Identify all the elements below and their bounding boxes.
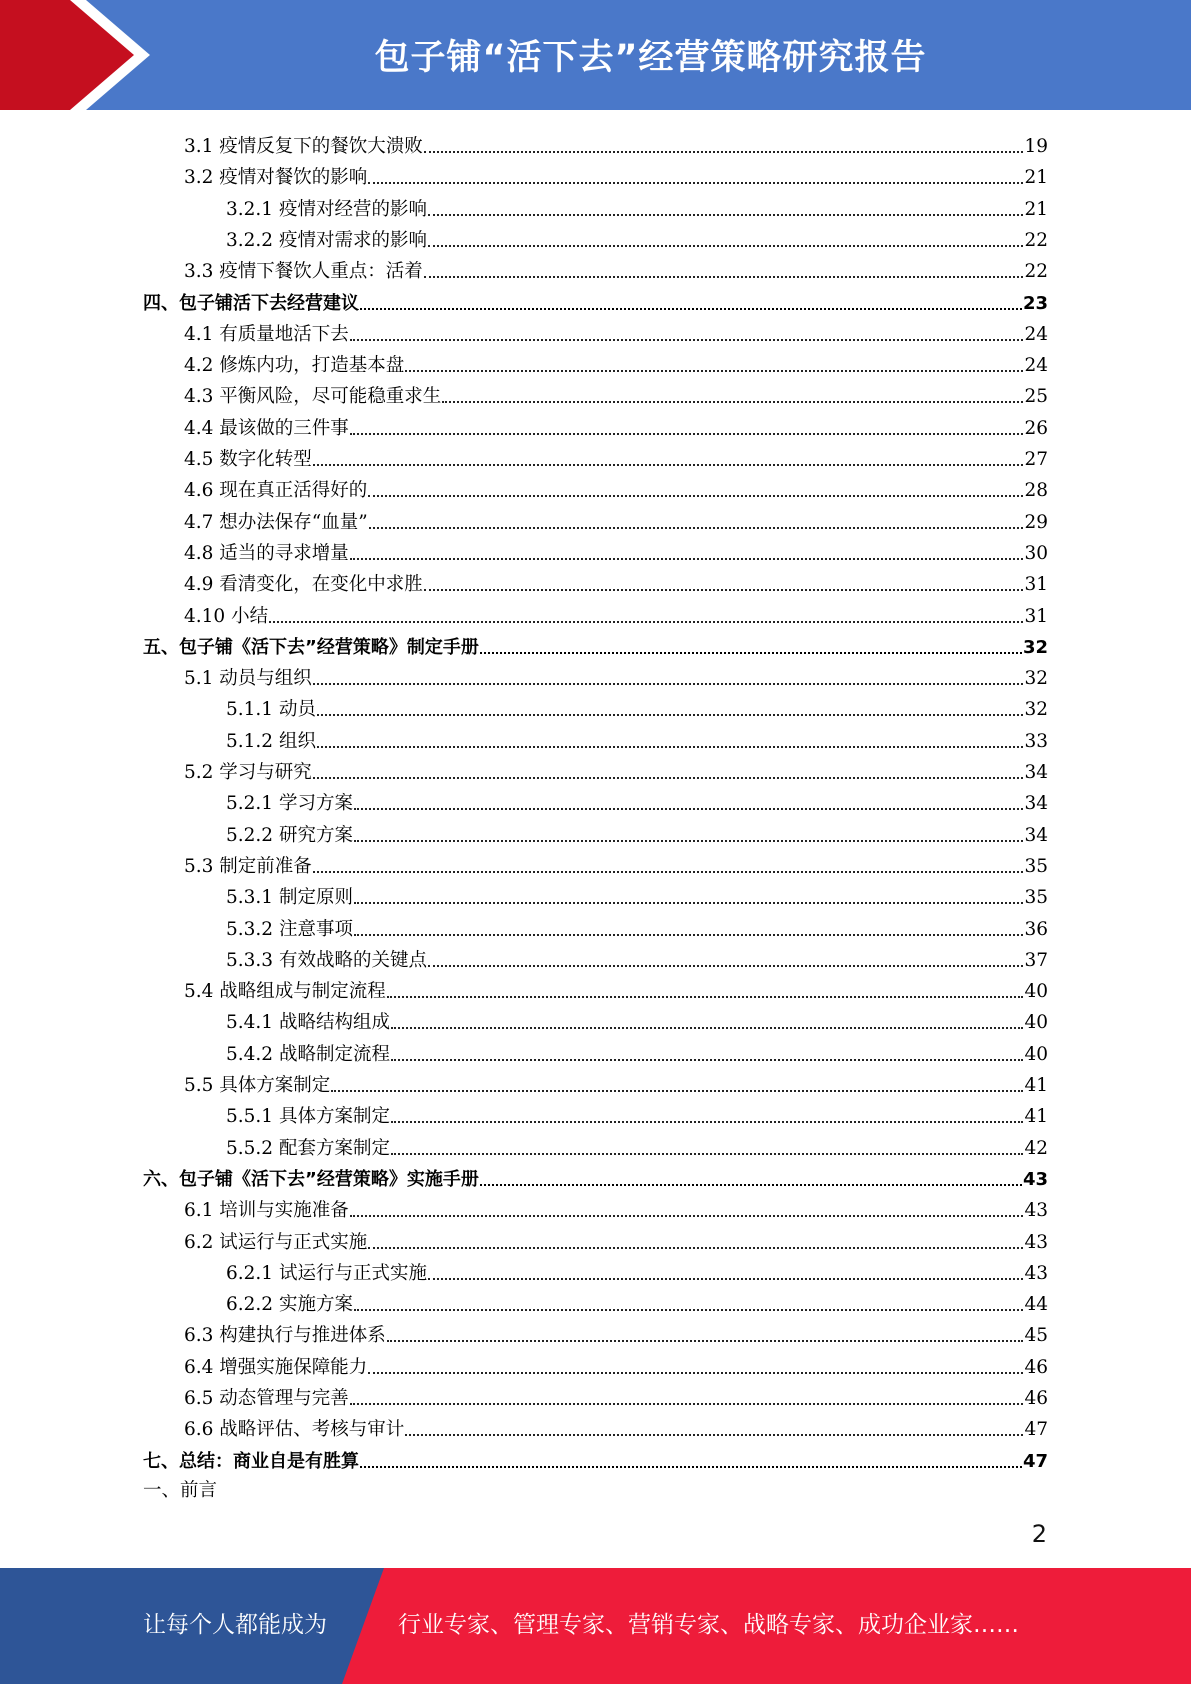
toc-entry[interactable]	[143, 1443, 1048, 1473]
toc-entry[interactable]	[226, 1255, 1048, 1285]
toc-entry[interactable]	[143, 285, 1048, 315]
toc-entry[interactable]	[226, 911, 1048, 941]
toc-leader-dots	[331, 1090, 1023, 1092]
toc-entry-title: 6.2.2 实施方案	[226, 1294, 353, 1316]
section-heading-preface: 一、前言	[143, 1480, 218, 1501]
toc-leader-dots	[424, 276, 1024, 278]
toc-entry[interactable]	[226, 942, 1048, 972]
toc-leader-dots	[391, 1121, 1023, 1123]
toc-leader-dots	[354, 934, 1024, 936]
toc-entry[interactable]	[143, 1161, 1048, 1191]
toc-leader-dots	[350, 1403, 1024, 1405]
toc-entry[interactable]	[184, 1380, 1048, 1410]
toc-entry-page: 31	[1024, 574, 1048, 596]
toc-entry-title: 4.4 最该做的三件事	[184, 417, 349, 439]
toc-entry-page: 32	[1024, 699, 1048, 721]
toc-entry-page: 40	[1024, 1043, 1048, 1065]
toc-entry-title: 3.1 疫情反复下的餐饮大溃败	[184, 136, 423, 157]
toc-leader-dots	[350, 433, 1024, 435]
toc-entry-page: 22	[1024, 229, 1048, 251]
toc-entry-title: 4.7 想办法保存“血量”	[184, 511, 368, 533]
toc-leader-dots	[368, 1372, 1023, 1374]
toc-leader-dots	[354, 808, 1024, 810]
toc-entry[interactable]	[226, 1286, 1048, 1316]
toc-entry-title: 3.2.2 疫情对需求的影响	[226, 229, 427, 251]
toc-entry[interactable]	[184, 754, 1048, 784]
toc-leader-dots	[313, 777, 1024, 779]
toc-entry-page: 35	[1024, 855, 1048, 877]
toc-entry-page: 24	[1024, 323, 1048, 345]
toc-leader-dots	[313, 871, 1024, 873]
toc-entry[interactable]	[184, 128, 1048, 158]
toc-entry[interactable]	[226, 1098, 1048, 1128]
toc-leader-dots	[313, 683, 1024, 685]
toc-entry-title: 5.2.2 研究方案	[226, 824, 353, 846]
toc-entry[interactable]	[184, 378, 1048, 408]
toc-leader-dots	[480, 1184, 1022, 1186]
toc-leader-dots	[369, 527, 1024, 529]
toc-entry-page: 21	[1024, 198, 1048, 220]
toc-entry[interactable]	[143, 629, 1048, 659]
toc-entry-page: 19	[1024, 136, 1048, 157]
toc-entry-title: 4.2 修炼内功，打造基本盘	[184, 355, 405, 377]
toc-entry[interactable]	[184, 1224, 1048, 1254]
toc-entry[interactable]	[184, 598, 1048, 628]
toc-leader-dots	[387, 996, 1024, 998]
toc-leader-dots	[317, 746, 1024, 748]
toc-entry-title: 5.3.2 注意事项	[226, 918, 353, 940]
toc-leader-dots	[428, 1278, 1023, 1280]
toc-leader-dots	[442, 401, 1023, 403]
toc-leader-dots	[269, 621, 1023, 623]
toc-entry[interactable]	[184, 253, 1048, 283]
toc-entry-title: 五、包子铺《活下去”经营策略》制定手册	[143, 636, 479, 658]
toc-entry-title: 七、总结：商业自是有胜算	[143, 1450, 359, 1472]
toc-entry-page: 23	[1022, 292, 1048, 314]
toc-leader-dots	[354, 1309, 1024, 1311]
toc-entry-title: 6.2 试运行与正式实施	[184, 1231, 368, 1253]
toc-entry[interactable]	[226, 723, 1048, 753]
toc-leader-dots	[387, 1340, 1024, 1342]
toc-entry[interactable]	[184, 848, 1048, 878]
toc-entry-page: 47	[1024, 1419, 1048, 1441]
toc-entry-page: 21	[1024, 167, 1048, 189]
toc-leader-dots	[368, 182, 1023, 184]
toc-entry-page: 41	[1024, 1106, 1048, 1128]
toc-entry-page: 43	[1024, 1262, 1048, 1284]
toc-entry-page: 34	[1024, 762, 1048, 783]
toc-entry-title: 5.2.1 学习方案	[226, 793, 353, 815]
toc-leader-dots	[350, 339, 1024, 341]
toc-entry[interactable]	[226, 1004, 1048, 1034]
toc-entry-title: 六、包子铺《活下去”经营策略》实施手册	[143, 1168, 479, 1190]
page-footer	[0, 1568, 1191, 1684]
toc-entry[interactable]	[226, 1130, 1048, 1160]
toc-leader-dots	[368, 495, 1023, 497]
toc-entry[interactable]	[184, 1067, 1048, 1097]
toc-entry-title: 5.2 学习与研究	[184, 762, 312, 783]
toc-entry-title: 5.3.1 制定原则	[226, 887, 353, 909]
toc-entry-page: 44	[1024, 1294, 1048, 1316]
toc-entry-page: 29	[1024, 511, 1048, 533]
toc-entry-title: 3.2 疫情对餐饮的影响	[184, 167, 368, 189]
toc-entry[interactable]	[184, 1411, 1048, 1441]
toc-leader-dots	[424, 151, 1024, 153]
toc-leader-dots	[360, 1466, 1022, 1468]
toc-entry[interactable]	[184, 472, 1048, 502]
toc-leader-dots	[350, 558, 1024, 560]
toc-entry-page: 28	[1024, 480, 1048, 502]
toc-entry-title: 5.3.3 有效战略的关键点	[226, 949, 427, 971]
toc-entry[interactable]	[184, 1192, 1048, 1222]
toc-entry[interactable]	[184, 347, 1048, 377]
toc-entry-title: 4.5 数字化转型	[184, 449, 312, 470]
toc-entry[interactable]	[184, 441, 1048, 471]
toc-leader-dots	[428, 245, 1023, 247]
toc-leader-dots	[354, 902, 1024, 904]
toc-leader-dots	[405, 1434, 1023, 1436]
toc-entry-page: 43	[1024, 1231, 1048, 1253]
toc-entry-title: 5.1.2 组织	[226, 730, 316, 752]
toc-leader-dots	[428, 214, 1023, 216]
toc-entry-title: 5.4 战略组成与制定流程	[184, 981, 386, 1003]
toc-entry[interactable]	[226, 691, 1048, 721]
toc-entry-page: 33	[1024, 730, 1048, 752]
toc-entry-title: 6.3 构建执行与推进体系	[184, 1325, 386, 1347]
toc-leader-dots	[405, 370, 1023, 372]
page-header	[0, 0, 1191, 110]
toc-entry-page: 40	[1024, 981, 1048, 1003]
toc-entry[interactable]	[184, 535, 1048, 565]
toc-entry[interactable]	[226, 191, 1048, 221]
toc-entry[interactable]	[184, 504, 1048, 534]
toc-entry-title: 3.2.1 疫情对经营的影响	[226, 198, 427, 220]
toc-entry-page: 30	[1024, 542, 1048, 564]
toc-entry-title: 5.1 动员与组织	[184, 668, 312, 690]
toc-entry-title: 4.8 适当的寻求增量	[184, 542, 349, 564]
toc-entry[interactable]	[226, 222, 1048, 252]
toc-entry-title: 4.6 现在真正活得好的	[184, 480, 368, 502]
header-arrow-icon	[0, 0, 170, 110]
toc-entry-page: 32	[1022, 636, 1048, 658]
toc-leader-dots	[368, 1247, 1023, 1249]
toc-entry-title: 4.9 看清变化，在变化中求胜	[184, 574, 423, 596]
toc-entry[interactable]	[184, 159, 1048, 189]
toc-entry-page: 42	[1024, 1137, 1048, 1159]
toc-leader-dots	[480, 652, 1022, 654]
toc-entry-title: 6.1 培训与实施准备	[184, 1200, 349, 1222]
toc-leader-dots	[391, 1153, 1023, 1155]
toc-entry[interactable]	[184, 1317, 1048, 1347]
toc-entry-title: 5.5.1 具体方案制定	[226, 1106, 390, 1128]
toc-entry-title: 4.3 平衡风险，尽可能稳重求生	[184, 386, 442, 408]
toc-leader-dots	[317, 714, 1024, 716]
toc-entry-title: 5.1.1 动员	[226, 699, 316, 721]
toc-leader-dots	[424, 589, 1024, 591]
toc-entry-title: 6.5 动态管理与完善	[184, 1388, 349, 1409]
toc-entry-page: 25	[1024, 386, 1048, 408]
footer-slogan-right: 行业专家、管理专家、营销专家、战略专家、成功企业家……	[398, 1612, 1019, 1638]
footer-slogan-left: 让每个人都能成为	[143, 1612, 327, 1638]
toc-entry-title: 5.3 制定前准备	[184, 855, 312, 877]
toc-entry[interactable]	[226, 817, 1048, 847]
toc-entry-page: 31	[1024, 605, 1048, 627]
toc-entry[interactable]	[226, 785, 1048, 815]
toc-entry-page: 45	[1024, 1325, 1048, 1347]
toc-entry-page: 34	[1024, 824, 1048, 846]
toc-entry[interactable]	[184, 316, 1048, 346]
toc-entry-page: 35	[1024, 887, 1048, 909]
toc-entry-page: 47	[1022, 1450, 1048, 1472]
toc-leader-dots	[350, 1215, 1024, 1217]
toc-entry-title: 5.4.2 战略制定流程	[226, 1043, 390, 1065]
toc-entry-page: 46	[1024, 1356, 1048, 1378]
toc-entry-page: 26	[1024, 417, 1048, 439]
toc-leader-dots	[391, 1059, 1023, 1061]
toc-entry-page: 27	[1024, 449, 1048, 470]
toc-entry-page: 41	[1024, 1075, 1048, 1096]
toc-entry-title: 6.4 增强实施保障能力	[184, 1356, 368, 1378]
toc-leader-dots	[391, 1027, 1023, 1029]
toc-entry-title: 5.4.1 战略结构组成	[226, 1012, 390, 1034]
toc-entry-page: 36	[1024, 918, 1048, 940]
toc-entry[interactable]	[184, 660, 1048, 690]
toc-entry-page: 22	[1024, 261, 1048, 283]
toc-entry[interactable]	[184, 410, 1048, 440]
toc-entry-title: 6.2.1 试运行与正式实施	[226, 1262, 427, 1284]
toc-entry-page: 40	[1024, 1012, 1048, 1034]
toc-entry-title: 4.10 小结	[184, 605, 269, 627]
toc-entry-page: 46	[1024, 1388, 1048, 1409]
toc-entry-title: 6.6 战略评估、考核与审计	[184, 1419, 405, 1441]
toc-entry-page: 43	[1024, 1200, 1048, 1222]
toc-entry-page: 34	[1024, 793, 1048, 815]
toc-entry-title: 3.3 疫情下餐饮人重点：活着	[184, 261, 423, 283]
toc-entry[interactable]	[184, 973, 1048, 1003]
toc-entry[interactable]	[184, 1349, 1048, 1379]
toc-entry-page: 37	[1024, 949, 1048, 971]
toc-leader-dots	[313, 464, 1024, 466]
toc-entry-title: 5.5 具体方案制定	[184, 1075, 331, 1096]
toc-entry[interactable]	[226, 879, 1048, 909]
toc-leader-dots	[354, 840, 1024, 842]
page-number: 2	[1031, 1520, 1047, 1548]
toc-entry-page: 24	[1024, 355, 1048, 377]
toc-entry-page: 32	[1024, 668, 1048, 690]
toc-entry-title: 5.5.2 配套方案制定	[226, 1137, 390, 1159]
toc-entry-title: 4.1 有质量地活下去	[184, 323, 349, 345]
toc-leader-dots	[428, 965, 1023, 967]
toc-entry[interactable]	[226, 1036, 1048, 1066]
toc-entry-title: 四、包子铺活下去经营建议	[143, 292, 359, 314]
report-title: 包子铺“活下去”经营策略研究报告	[374, 38, 927, 78]
toc-leader-dots	[360, 308, 1022, 310]
toc-entry[interactable]	[184, 566, 1048, 596]
toc-entry-page: 43	[1022, 1168, 1048, 1190]
